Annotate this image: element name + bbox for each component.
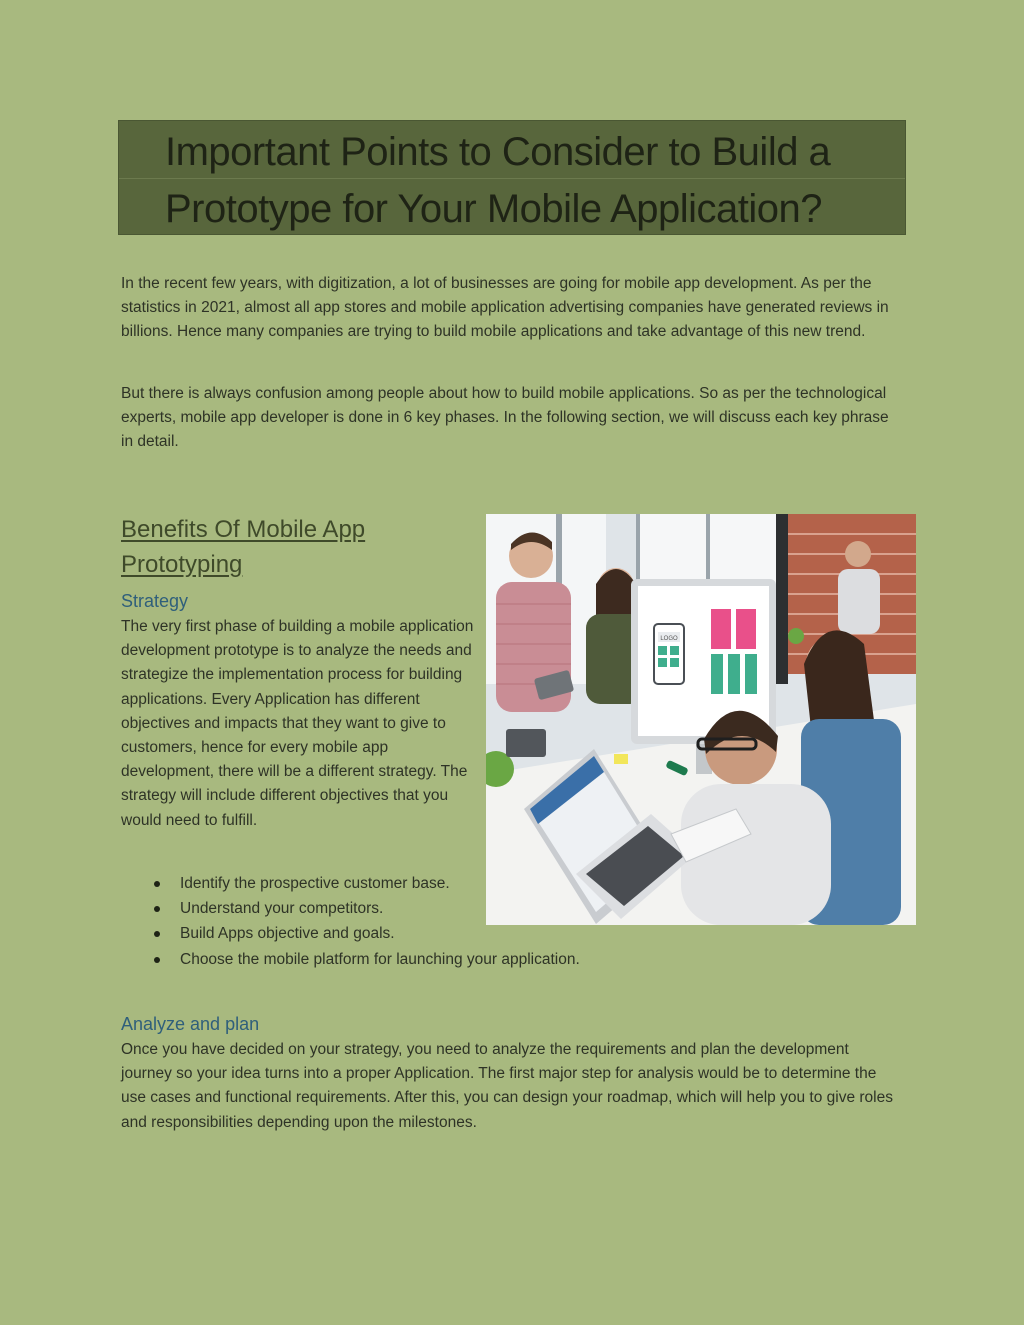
strategy-heading: Strategy (121, 591, 189, 611)
analyze-plan-paragraph: Once you have decided on your strategy, you need to analyze the requirements and plan the development journey so your idea turns into a proper Application. The first major step for analysis would be to determine the use cases and functional requirements. After this, you can design your roadmap, which will help you to give roles and responsibilities depending upon the milestones. (121, 1041, 893, 1131)
list-item: Identify the prospective customer base. (121, 872, 580, 896)
bullet-icon (154, 906, 160, 912)
list-item: Understand your competitors. (121, 897, 580, 921)
intro-paragraph-1: In the recent few years, with digitization, a lot of businesses are going for mobile app development. As per the statistics in 2021, almost all app stores and mobile application advertising companies have generated reviews in billions. Hence many companies are trying to build mobile applications and take advantage of this new trend. (121, 275, 889, 341)
monitor-logo-text: LOGO (660, 636, 678, 642)
benefits-heading[interactable]: Benefits Of Mobile App Prototyping (121, 516, 366, 578)
analyze-plan-heading: Analyze and plan (121, 1014, 260, 1034)
intro-paragraph-2: But there is always confusion among people about how to build mobile applications. So as per the technological experts, mobile app developer is done in 6 key phases. In the following section, we will discuss each key phrase in detail. (121, 385, 889, 451)
bullet-icon (154, 931, 160, 937)
strategy-paragraph: The very first phase of building a mobile application development prototype is to analyze the needs and strategize the implementation process for building applications. Every Application has different objectives and impacts that they want to give to customers, hence for every mobile app development, there will be a different strategy. The strategy will include different objectives that you would need to fulfill. (121, 618, 474, 829)
title-banner (118, 120, 906, 235)
bullet-icon (154, 881, 160, 887)
list-item: Build Apps objective and goals. (121, 922, 580, 946)
page-title-line-1: Important Points to Consider to Build a (165, 130, 831, 174)
office-team-photo (486, 514, 916, 925)
page-title-line-2: Prototype for Your Mobile Application? (165, 187, 822, 231)
list-item: Choose the mobile platform for launching your application. (121, 948, 580, 972)
title-divider (119, 178, 905, 179)
bullet-icon (154, 957, 160, 963)
